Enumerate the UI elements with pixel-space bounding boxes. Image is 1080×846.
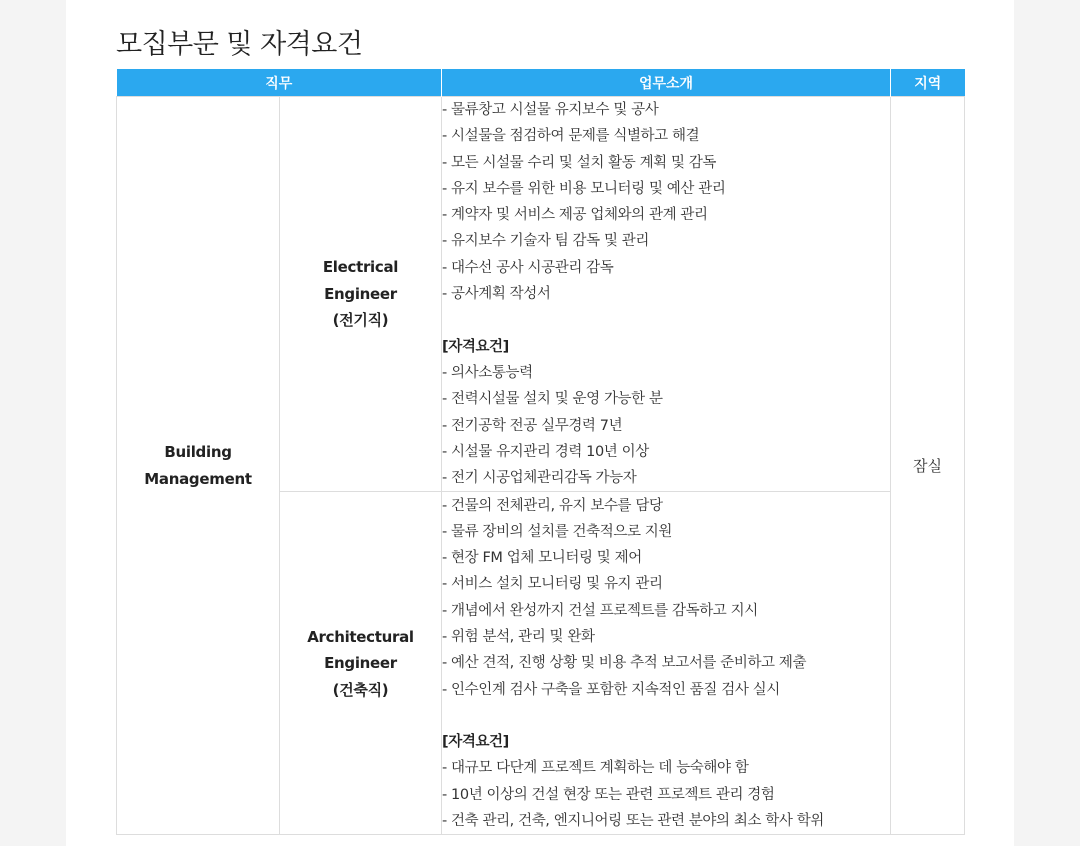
requirement-item: - 시설물 유지관리 경력 10년 이상: [442, 443, 649, 460]
requirement-item: - 10년 이상의 건설 현장 또는 관련 프로젝트 관리 경험: [442, 786, 775, 803]
table-row: [117, 97, 965, 492]
table-header-row: [117, 69, 965, 97]
duty-item: - 유지보수 기술자 팀 감독 및 관리: [442, 233, 649, 250]
duty-item: - 서비스 설치 모니터링 및 유지 관리: [442, 576, 663, 593]
requirement-item: - 전기 시공업체관리감독 가능자: [442, 470, 637, 487]
duty-item: - 현장 FM 업체 모니터링 및 제어: [442, 550, 642, 567]
duty-item: - 건물의 전체관리, 유지 보수를 담당: [442, 497, 663, 514]
requirement-item: - 전력시설물 설치 및 운영 가능한 분: [442, 391, 663, 408]
role-name-electrical: [280, 254, 441, 334]
department-name-line2: Management: [144, 469, 252, 488]
duty-item: - 유지 보수를 위한 비용 모니터링 및 예산 관리: [442, 180, 726, 197]
recruitment-table: [116, 69, 965, 835]
duty-item: - 예산 견적, 진행 상황 및 비용 추적 보고서를 준비하고 제출: [442, 655, 807, 672]
role-name-line1: Electrical: [322, 258, 399, 277]
department-name: [117, 439, 279, 492]
duty-item: - 물류 장비의 설치를 건축적으로 지원: [442, 523, 672, 540]
header-description: 업무소개: [442, 69, 891, 97]
section-title: 모집부문 및 자격요건: [116, 29, 363, 60]
duty-item: - 위험 분석, 관리 및 완화: [442, 629, 595, 645]
role-cell-electrical: [280, 97, 442, 492]
role-cell-architectural: [280, 492, 442, 835]
region-cell: 잠실: [891, 97, 965, 835]
role-name-line2: Engineer: [324, 654, 397, 673]
spacer: [442, 703, 890, 729]
header-region: 지역: [891, 69, 965, 97]
duty-item: - 개념에서 완성까지 건설 프로젝트를 감독하고 지시: [442, 602, 758, 619]
duty-item: - 시설물을 점검하여 문제를 식별하고 해결: [442, 128, 700, 145]
role-name-architectural: [280, 624, 441, 704]
role-name-line3: (전기직): [332, 311, 389, 330]
requirement-item: - 대규모 다단계 프로젝트 계획하는 데 능숙해야 함: [442, 760, 749, 777]
requirement-item: - 의사소통능력: [442, 364, 533, 381]
department-name-line1: Building: [164, 443, 232, 462]
requirements-title: [자격요건]: [442, 734, 509, 751]
duty-item: - 계약자 및 서비스 제공 업체와의 관계 관리: [442, 207, 708, 224]
duty-item: - 모든 시설물 수리 및 설치 활동 계획 및 감독: [442, 154, 717, 171]
role-name-line2: Engineer: [324, 284, 397, 303]
duty-item: - 공사계획 작성서: [442, 286, 551, 303]
role-name-line1: Architectural: [307, 627, 414, 646]
page-container: [66, 0, 1014, 846]
requirement-item: - 전기공학 전공 실무경력 7년: [442, 417, 623, 434]
description-cell-electrical: [442, 97, 891, 492]
duty-item: - 인수인계 검사 구축을 포함한 지속적인 품질 검사 실시: [442, 681, 780, 698]
spacer: [442, 307, 890, 333]
role-name-line3: (건축직): [332, 680, 389, 699]
department-cell: [117, 97, 280, 835]
requirement-item: - 건축 관리, 건축, 엔지니어링 또는 관련 분야의 최소 학사 학위: [442, 813, 824, 830]
header-job: 직무: [117, 69, 442, 97]
description-cell-architectural: [442, 492, 891, 835]
requirements-title: [자격요건]: [442, 338, 509, 355]
duty-item: - 물류창고 시설물 유지보수 및 공사: [442, 102, 659, 118]
duty-item: - 대수선 공사 시공관리 감독: [442, 259, 614, 276]
